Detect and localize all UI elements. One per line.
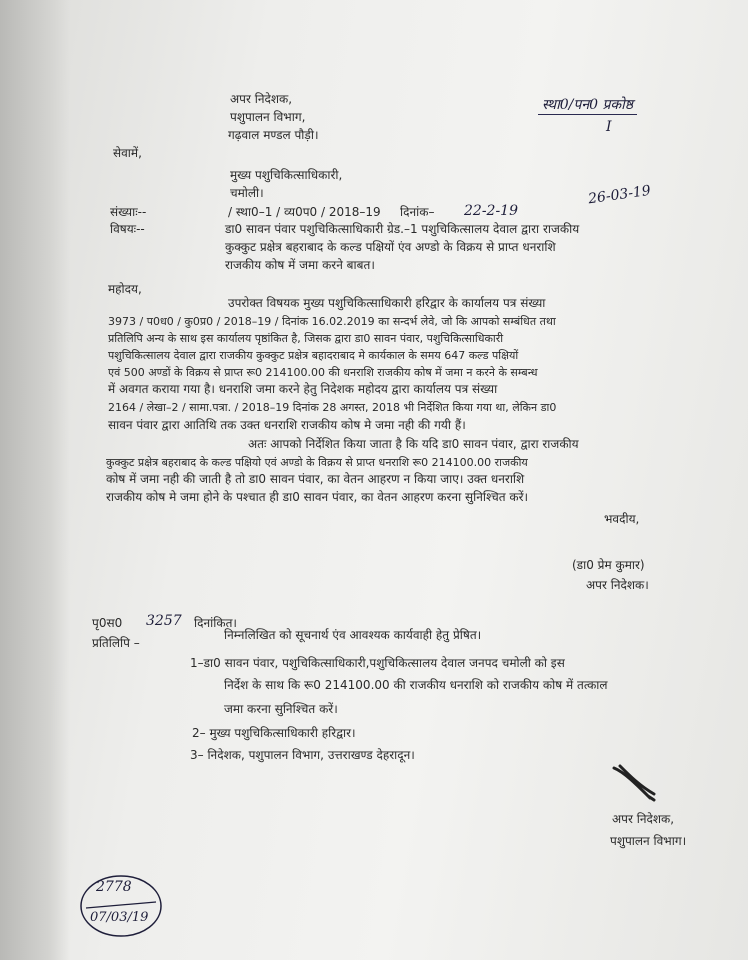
stamp-number: 2778: [96, 879, 132, 895]
para1-line: प्रतिलिपि अन्य के साथ इस कार्यालय पृष्ठांकित है, जिसक द्वारा डा0 सावन पंवार, पशुचिकित्साधिकारी: [108, 332, 504, 345]
subject-line-3: राजकीय कोष में जमा करने बाबत।: [225, 258, 375, 272]
sender-place: गढ़वाल मण्डल पौड़ी।: [228, 128, 319, 142]
copy-item-1-line-1: 1–डा0 सावन पंवार, पशुचिकित्साधिकारी,पशुचिकित्सालय देवाल जनपद चमोली को इस: [190, 656, 565, 670]
signer-title: अपर निदेशक।: [586, 578, 649, 592]
endorsement-sign-dept: पशुपालन विभाग।: [610, 834, 687, 848]
seva-label: सेवामें,: [113, 146, 142, 160]
handwritten-initial-date: 26-03-19: [587, 182, 652, 208]
salutation: महोदय,: [108, 282, 142, 296]
para1-line: में अवगत कराया गया है। धनराशि जमा करने हेतु निदेशक महोदय द्वारा कार्यालय पत्र संख्या: [108, 382, 498, 396]
copy-intro: निम्नलिखित को सूचनार्थ एंव आवश्यक कार्यवाही हेतु प्रेषित।: [224, 628, 482, 642]
para2-line: अतः आपको निर्देशित किया जाता है कि यदि डा0 सावन पंवार, द्वारा राजकीय: [248, 437, 579, 451]
copy-label: प्रतिलिपि –: [92, 636, 140, 650]
para2-line: कुक्कुट प्रक्षेत्र बहराबाद के कल्ड पक्षियो एवं अण्डो के विक्रय से प्राप्त धनराशि रू0 214100.00 राजकीय: [106, 456, 528, 469]
letter-number-label: संख्याः--: [110, 205, 147, 219]
sender-title: अपर निदेशक,: [230, 92, 293, 106]
closing: भवदीय,: [604, 512, 640, 526]
para2-line: कोष में जमा नही की जाती है तो डा0 सावन पंवार, का वेतन आहरण न किया जाए। उक्त धनराशि: [106, 472, 525, 486]
copy-item-3: 3– निदेशक, पशुपालन विभाग, उत्तराखण्ड देहरादून।: [190, 748, 415, 762]
para1-line: 2164 / लेखा–2 / सामा.पत्रा. / 2018–19 दिनांक 28 अगस्त, 2018 भी निर्देशित किया गया था, लेकिन डा0: [108, 401, 557, 414]
subject-line-2: कुक्कुट प्रक्षेत्र बहराबाद के कल्ड पक्षियों एंव अण्डो के विक्रय से प्राप्त धनराशि: [225, 240, 556, 254]
receipt-stamp: [76, 870, 166, 940]
copy-item-1-line-2: निर्देश के साथ कि रू0 214100.00 की राजकीय धनराशि को राजकीय कोष में तत्काल: [224, 678, 608, 692]
date-label: दिनांक–: [400, 205, 435, 219]
subject-label: विषयः--: [110, 222, 145, 236]
top-right-note-line2: I: [606, 119, 612, 135]
endorsement-number-handwritten: 3257: [146, 613, 182, 629]
signature-scribble: [610, 762, 660, 804]
para1-line: पशुचिकित्सालय देवाल द्वारा राजकीय कुक्कुट प्रक्षेत्र बहादराबाद मे कार्यकाल के समय 647 कल्ड पक्षियों: [108, 349, 519, 362]
recipient-title: मुख्य पशुचिकित्साधिकारी,: [230, 168, 343, 182]
top-right-note-line1: स्था0/पन0 प्रकोष्ठ: [538, 96, 637, 115]
copy-item-2: 2– मुख्य पशुचिकित्साधिकारी हरिद्वार।: [192, 726, 356, 740]
endorsement-sign-title: अपर निदेशक,: [612, 812, 675, 826]
letter-number: / स्था0–1 / व्य0प0 / 2018–19: [228, 205, 381, 219]
endorsement-number-prefix: पृ0स0: [92, 616, 123, 630]
page-fold-shadow: [0, 0, 70, 960]
letter-date: 22-2-19: [464, 203, 518, 219]
copy-item-1-line-3: जमा करना सुनिश्चित करें।: [224, 702, 338, 716]
sender-department: पशुपालन विभाग,: [230, 110, 306, 124]
subject-line-1: डा0 सावन पंवार पशुचिकित्साधिकारी ग्रेड.–1 पशुचिकित्सालय देवाल द्वारा राजकीय: [225, 222, 580, 236]
para2-line: राजकीय कोष मे जमा होने के पश्चात ही डा0 सावन पंवार, का वेतन आहरण करना सुनिश्चित करें।: [106, 490, 529, 504]
para1-line: सावन पंवार द्वारा आतिथि तक उक्त धनराशि राजकीय कोष मे जमा नही की गयी हैं।: [108, 418, 466, 432]
para1-line: उपरोक्त विषयक मुख्य पशुचिकित्साधिकारी हरिद्वार के कार्यालय पत्र संख्या: [228, 296, 546, 310]
para1-line: 3973 / प0ध0 / कु0प्र0 / 2018–19 / दिनांक 16.02.2019 का सन्दर्भ लेवे, जो कि आपको सम्बंधित तथा: [108, 315, 556, 328]
stamp-date: 07/03/19: [90, 910, 149, 925]
signer-name: (डा0 प्रेम कुमार): [572, 558, 645, 572]
endorsement-number-suffix: दिनांकित।: [194, 616, 237, 630]
recipient-place: चमोली।: [230, 186, 264, 200]
para1-line: एवं 500 अण्डों के विक्रय से प्राप्त रू0 214100.00 की धनराशि राजकीय कोष में जमा न करने के सम्बन्ध: [108, 366, 538, 379]
